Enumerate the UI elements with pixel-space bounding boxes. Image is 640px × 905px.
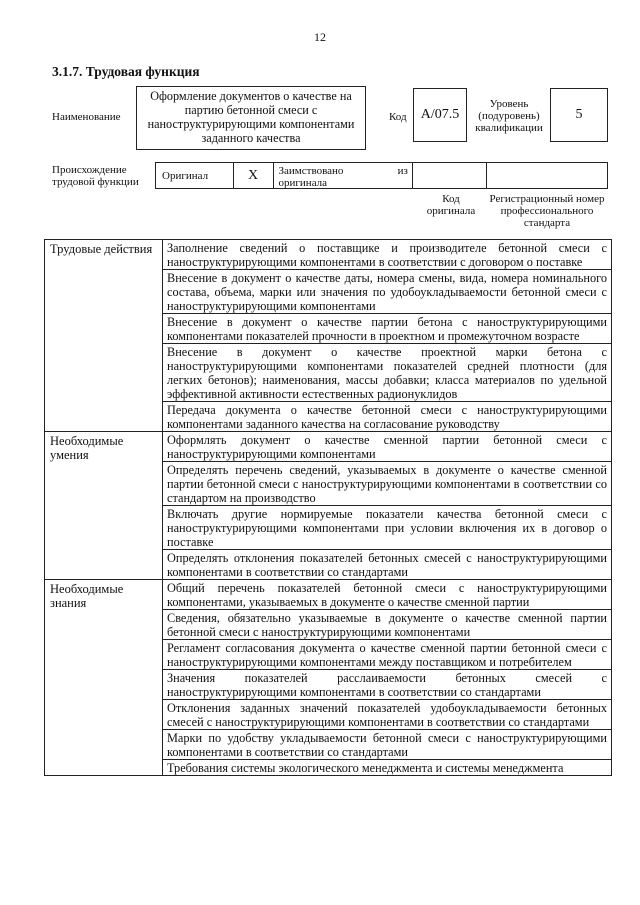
origin-borrowed-cell [274, 163, 413, 188]
section-item: Оформлять документ о качестве сменной партии бетонной смеси с наноструктурирующими компонентами [163, 432, 612, 462]
name-label: Наименование [52, 111, 121, 123]
code-original-caption: Код оригинала [426, 193, 476, 217]
origin-code-cell [413, 163, 487, 188]
section-heading: Необходимые умения [45, 432, 163, 580]
reg-number-caption: Регистрационный номер профессионального стандарта [489, 193, 605, 229]
section-item: Общий перечень показателей бетонной смеси с наноструктурирующими компонентами, указываемых в документе о качестве сменной партии [163, 580, 612, 610]
origin-grid [155, 162, 608, 189]
origin-mark-cell: X [234, 163, 274, 188]
section-item: Передача документа о качестве бетонной смеси с наноструктурирующими компонентами заданного качества на согласование руководству [163, 402, 612, 432]
code-value-field: A/07.5 [413, 88, 467, 142]
section-heading: Необходимые знания [45, 580, 163, 776]
section-title: 3.1.7. Трудовая функция [52, 64, 200, 79]
table-row [45, 432, 612, 462]
origin-label: Происхождение трудовой функции [52, 164, 139, 188]
section-item: Внесение в документ о качестве даты, номера смены, вида, номера номинального состава, объема, марки или значения по удобоукладываемости бетонной смеси с наноструктурирующими компонентами [163, 270, 612, 314]
origin-original-cell: Оригинал [156, 163, 234, 188]
function-details-table [44, 239, 612, 776]
section-item: Значения показателей расслаиваемости бетонных смесей с наноструктурирующими компонентами в соответствии со стандартами [163, 670, 612, 700]
section-item: Определять отклонения показателей бетонных смесей с наноструктурирующими компонентами в соответствии со стандартами [163, 550, 612, 580]
table-row [45, 240, 612, 270]
section-item: Определять перечень сведений, указываемых в документе о качестве сменной партии бетонной смеси с наноструктурирующими компонентами в соответствии со стандартом на производство [163, 462, 612, 506]
section-item: Отклонения заданных значений показателей удобоукладываемости бетонных смесей с наноструктурирующими компонентами в соответствии со стандартами [163, 700, 612, 730]
level-label: Уровень (подуровень) квалификации [475, 98, 543, 134]
page-number: 12 [314, 30, 326, 44]
section-item: Марки по удобству укладываемости бетонной смеси с наноструктурирующими компонентами в соответствии со стандартами [163, 730, 612, 760]
from-word: из [397, 165, 408, 177]
function-name-field: Оформление документов о качестве на партию бетонной смеси с наноструктурирующими компонентами заданного качества [136, 86, 366, 150]
level-value-field: 5 [550, 88, 608, 142]
section-item: Внесение в документ о качестве партии бетона с наноструктурирующими компонентами показателей прочности в проектном и промежуточном возрасте [163, 314, 612, 344]
section-item: Регламент согласования документа о качестве сменной партии бетонной смеси с наноструктурирующими компонентами между поставщиком и потребителем [163, 640, 612, 670]
section-item: Заполнение сведений о поставщике и производителе бетонной смеси с наноструктурирующими компонентами в соответствии с договором о поставке [163, 240, 612, 270]
table-row [45, 580, 612, 610]
section-item: Внесение в документ о качестве проектной марки бетона с наноструктурирующими компонентами показателей средней плотности (для легких бетонов); наименования, массы добавки; класса материалов по удельной эффективной активности естественных радионуклидов [163, 344, 612, 402]
section-item: Включать другие нормируемые показатели качества бетонной смеси с наноструктурирующими компонентами при условии включения их в договор о поставке [163, 506, 612, 550]
section-item: Сведения, обязательно указываемые в документе о качестве сменной партии бетонной смеси с наноструктурирующими компонентами [163, 610, 612, 640]
section-heading: Трудовые действия [45, 240, 163, 432]
borrowed-label: Заимствовано [278, 165, 344, 177]
code-label: Код [389, 111, 407, 123]
origin-reg-cell [487, 163, 607, 188]
from-original-label: оригинала [278, 177, 328, 189]
section-item: Требования системы экологического менеджмента и системы менеджмента [163, 760, 612, 776]
